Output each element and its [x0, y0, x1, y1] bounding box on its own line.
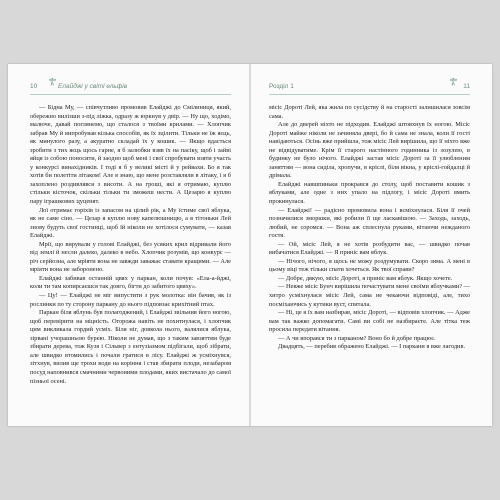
paragraph: місіс Дороті Лей, яка жила по сусідству й на старості залишилася зовсім сама.: [269, 104, 470, 120]
paragraph: — Ні, це я їх вам назбирав, місіс Дороті, — відповів хлопчик. — Адже вам так важко допомагати. Самі ви собі не назбираєте. Але тітка теж просила передати вітання.: [269, 309, 470, 334]
paragraph: — Ой, місіс Лей, я не хотів розбудити вас, — швидко почав вибачатися Елайджі. — Я приніс вам яблук.: [269, 240, 470, 257]
right-page-header: [269, 80, 470, 95]
paragraph: — А чи впорався ти з парканом? Воно бо й добре працює.: [278, 334, 436, 342]
book-spread: [8, 64, 492, 426]
paragraph: — Добре, дякую, місіс Дороті, я приніс вам яблук. Якщо хочете.: [278, 274, 453, 282]
paragraph: Лої отримає горіхів із запасом на цілий рік, а Му їстиме свої яблука, як не саме сіно. — Цезар я куплю нову капелюшницю, а в тітоньки Лей знову будуть свої гостинці, щоб їй ніколи не хотілося сумувати, — казав Елайджі.: [30, 206, 231, 240]
paragraph: — Бідна Му, — співчутливо промовив Елайджі до Смілиниця, який, обережно вилізши з-під ліжка, одразу ж юркнув у двір. — Ну що, ходімо, малюче, давай поглянемо, що сталося з твоїми крилами. — Хлопчик забрав Му й випробував кілька способів, як їх зцілити. Тільки не їж яєць, як минулого разу, а акуратно складай їх у кошик. — Якщо вдасться зробити з тих яєць щось гарне, я б залюбки взяв їх на пасіку, щоб і зайві яйця із собою поносити, й заодно щоб мені і свої спробувати взяти участь у конкурсі винахідників. І тоді я б у великі місті й у рейвахи. Бо я так хотів би полетіти літаком! Але я знаю, що мене розставляли в літаку, і я б захоплено роздивлявся з висоти. А на гроші, які я отримаю, куплю стільки кісточок, скільки тільки ти зможеш нести. А Цезарю я куплю пару іграшкових цуценят.: [30, 104, 231, 206]
right-page-text: [269, 104, 470, 352]
paragraph: Елайджі навшпиньки прокрався до столу, щоб поставити кошик з яблуками, але одне з них упало на підлогу, і місіс Дороті вмить прокинулася.: [269, 180, 470, 206]
paragraph: Мрії, що вирували у голові Елайджі, без усяких крил відривали його від землі й несли далеко, далеко в небо. Хлопчик розумів, що конкурс — річ серйозна, але мріяти вона не завжди заважає ставати кращими. — Але мріяти вона не заборонено.: [30, 240, 231, 274]
left-page-header: [30, 80, 231, 95]
fairy-silhouette-icon: [449, 76, 458, 88]
paragraph: Паркан біля яблунь був полагоджений, і Елайджі звільнив його ногою, щоб перевірити на міцність. Огорожа навіть не похитнулася, і хлопчик цим викликала гордий усміх. Біля ніг, довкола нього, валялися яблука, зірвані учорашньою бурею. Ніколи не думав, що з таким завзяттям буде збирати дерева, тож Кузя і Сільвер з ентузіазмом підбігали, щоб зібрати, але швидко втомились і почали гратися в лісу. Елайджі ж усміхнувся, зітхнув, вилив ще трохи води на коріння і став збирати плоди, незабаром посуд наповнився смачними червоними плодами, яких вистачало до самої пізньої осені.: [30, 309, 231, 385]
right-page: [251, 64, 492, 426]
page-number: 11: [463, 83, 470, 90]
paragraph: — Цу! — Елайджі не міг випустити з рук молотка: він бачив, як із рослинки по ту сторону паркану до нього підповзає крихітний птах.: [30, 292, 231, 308]
page-number: 10: [30, 83, 38, 90]
paragraph: — Елайджі! — радісно промовила вона і всміхнулася. Біля її очей позначилися зморшки, які робили її ще ласкавішою. — Заходь, заходь, любий, не соромся. — Вона аж сплеснула руками, вітаючи нежданого гостя.: [269, 206, 470, 240]
paragraph: — Невже місіс Бунч вирішила почастувати мене своїми яблучками? — хитро усміхнулася місіс Лей, сама не чекаючи відповіді, але, тихо посміхаючись у кутики вуст, спитала.: [269, 283, 470, 308]
running-title: Розділ 1: [269, 83, 294, 90]
running-title: Елайджі у світі ельфів: [58, 83, 128, 90]
left-page-text: [30, 104, 231, 386]
paragraph: Але до дверей ніхто не підходив. Елайджі штовхнув їх ногою. Місіс Дороті майже ніколи не зачиняла двері, бо й сама не знала, коли її гості навідаються. Осінь вже прийшла, тож місіс Лей вирішила, що її ніхто вже не відвідуватиме. Крім її старого настінного годинника із зозулею, в будинку не було нічого. Елайджі застав місіс Дороті за її улюбленим заняттям — вона сиділа, хропучи, в кріслі, біля вікна, у кріслі-гойдалці й дрімала.: [269, 121, 470, 180]
paragraph: Двадцять, — перебив ображено Елайджі. — І паркани я вже лагодив.: [278, 343, 466, 351]
paragraph: — Нічого, нічого, я щось не можу роздумувати. Скоро зима. А мені в цьому віці теж тільки спати хочеться. Як твої справи?: [269, 257, 470, 274]
left-page: [8, 64, 249, 426]
fairy-silhouette-icon: [48, 76, 57, 88]
paragraph: Елайджі забивав останній цвях у паркан, коли почув: «Ела-а-йджі, коли ти там копирсаєшся так довго, бігти до забитого цвяху».: [30, 274, 231, 291]
